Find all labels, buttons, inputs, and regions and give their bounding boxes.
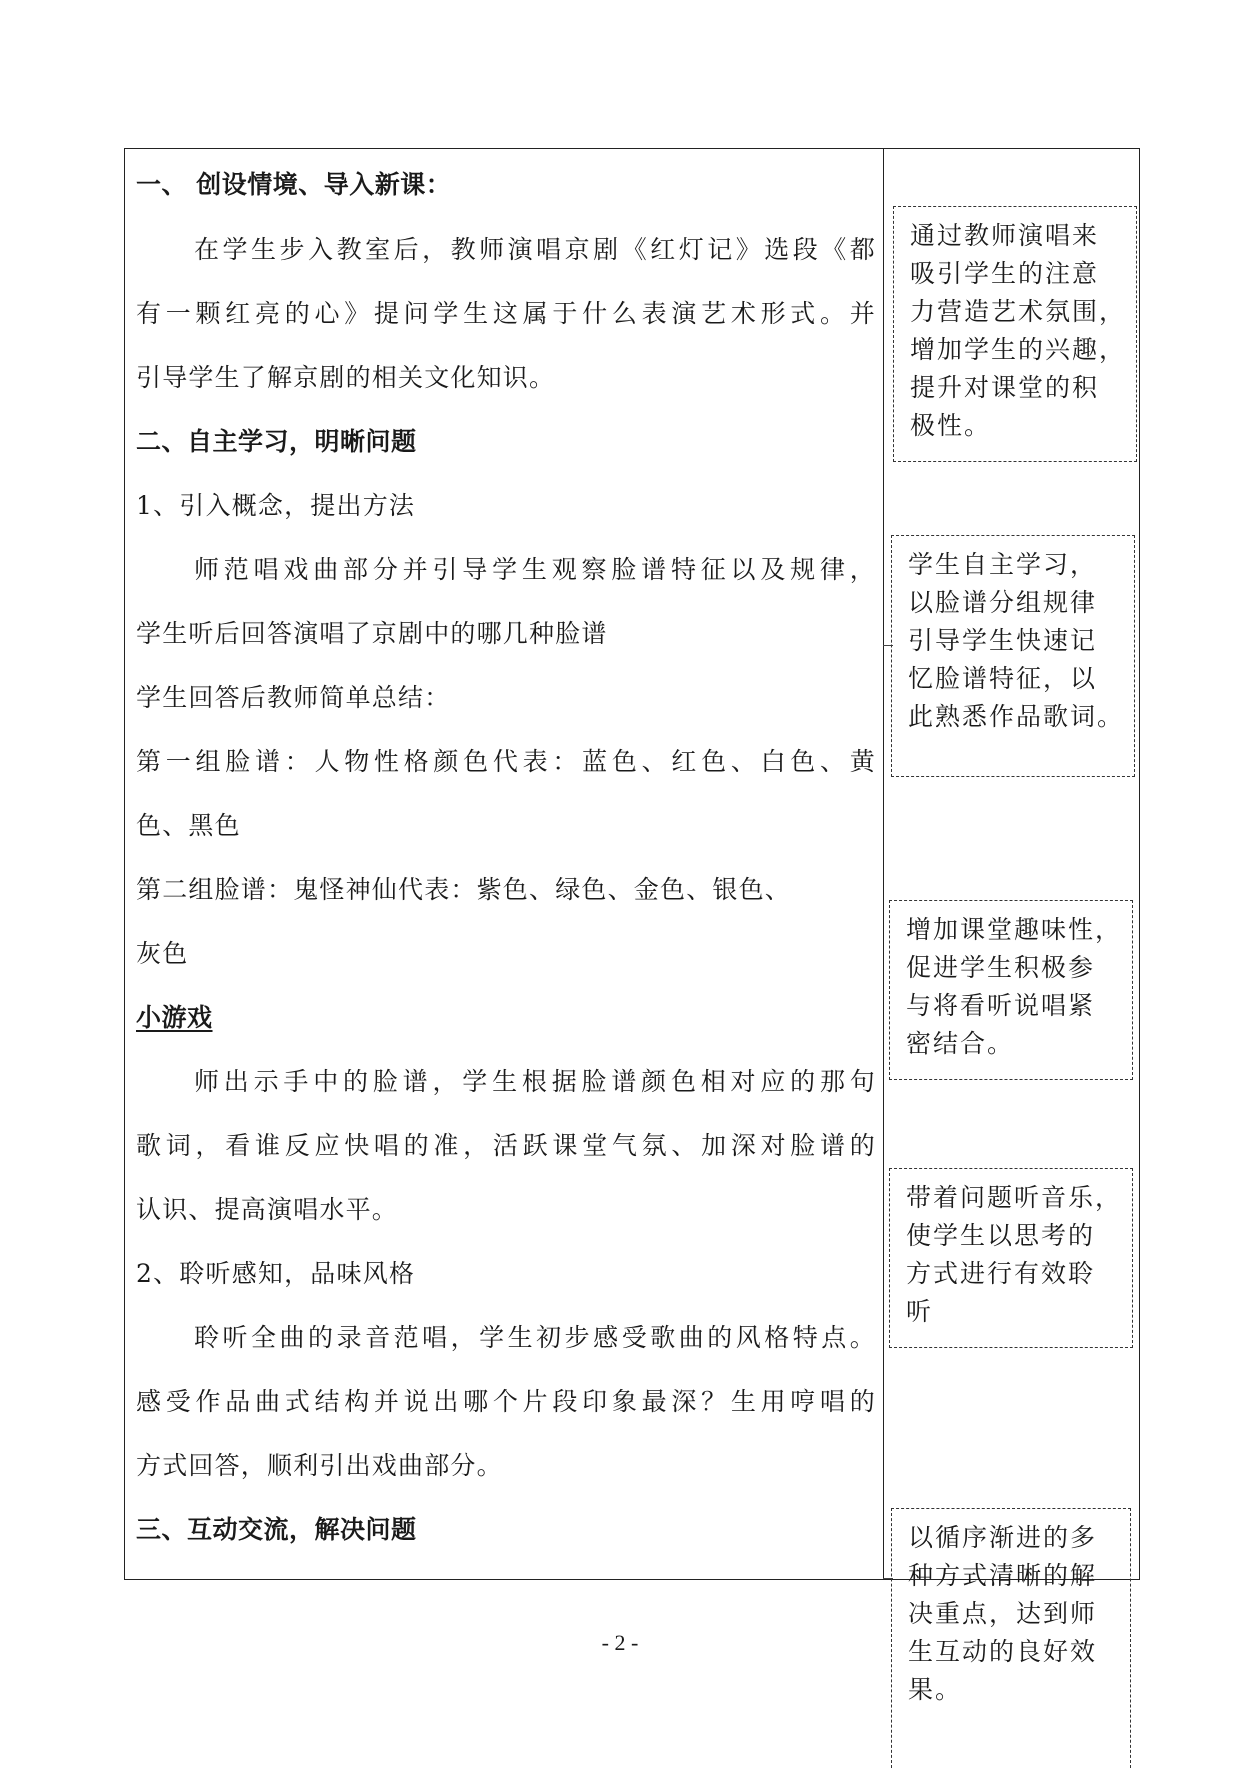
body-text-line: 灰色	[136, 939, 189, 968]
note-line: 忆脸谱特征，以	[908, 664, 1098, 693]
margin-note	[889, 900, 1133, 1080]
note-line: 决重点，达到师	[908, 1599, 1098, 1628]
section-heading: 二、自主学习，明晰问题	[136, 427, 417, 456]
note-line: 与将看听说唱紧	[906, 991, 1096, 1020]
body-text-line: 在学生步入教室后，教师演唱京剧《红灯记》选段《都	[194, 235, 876, 264]
body-text-line: 第二组脸谱：鬼怪神仙代表：紫色、绿色、金色、银色、	[136, 875, 792, 904]
note-line: 听	[906, 1297, 934, 1326]
note-line: 促进学生积极参	[906, 953, 1096, 982]
margin-note	[891, 535, 1135, 777]
note-line: 增加课堂趣味性，	[906, 915, 1123, 944]
body-text-line: 方式回答，顺利引出戏曲部分。	[136, 1451, 503, 1480]
body-text-line: 1、引入概念，提出方法	[136, 491, 416, 520]
note-line: 吸引学生的注意	[910, 259, 1100, 288]
note-line: 方式进行有效聆	[906, 1259, 1096, 1288]
note-line: 提升对课堂的积	[910, 373, 1100, 402]
body-text-line: 有一颗红亮的心》提问学生这属于什么表演艺术形式。并	[136, 299, 876, 328]
section-heading: 三、互动交流，解决问题	[136, 1515, 417, 1544]
note-line: 以循序渐进的多	[908, 1523, 1098, 1552]
note-line: 此熟悉作品歌词。	[908, 702, 1125, 731]
page-number: - 2 -	[601, 1630, 639, 1655]
body-text-line: 歌词，看谁反应快唱的准，活跃课堂气氛、加深对脸谱的	[136, 1131, 876, 1160]
note-line: 增加学生的兴趣，	[910, 335, 1127, 364]
note-line: 生互动的良好效	[908, 1637, 1098, 1666]
body-text-line: 师范唱戏曲部分并引导学生观察脸谱特征以及规律，	[194, 555, 876, 584]
body-text-line: 色、黑色	[136, 811, 241, 840]
note-line: 果。	[908, 1675, 963, 1704]
note-line: 使学生以思考的	[906, 1221, 1096, 1250]
note-line: 力营造艺术氛围，	[910, 297, 1127, 326]
note-line: 带着问题听音乐，	[906, 1183, 1123, 1212]
body-text-line: 引导学生了解京剧的相关文化知识。	[136, 363, 556, 392]
body-text-line: 学生回答后教师简单总结：	[136, 683, 451, 712]
note-line: 通过教师演唱来	[910, 221, 1100, 250]
note-line: 种方式清晰的解	[908, 1561, 1098, 1590]
column-divider	[883, 148, 884, 1580]
underlined-title: 小游戏	[136, 1003, 213, 1032]
note-line: 学生自主学习，	[908, 550, 1098, 579]
note-line: 引导学生快速记	[908, 626, 1098, 655]
note-line: 以脸谱分组规律	[908, 588, 1098, 617]
note-line: 密结合。	[906, 1029, 1015, 1058]
body-text-line: 认识、提高演唱水平。	[136, 1195, 399, 1224]
section-heading: 一、 创设情境、导入新课：	[136, 170, 452, 199]
margin-note	[893, 206, 1137, 462]
body-text-line: 感受作品曲式结构并说出哪个片段印象最深？生用哼唱的	[136, 1387, 876, 1416]
body-text-line: 聆听全曲的录音范唱，学生初步感受歌曲的风格特点。	[194, 1323, 876, 1352]
body-text-line: 2、聆听感知，品味风格	[136, 1259, 416, 1288]
body-text-line: 学生听后回答演唱了京剧中的哪几种脸谱	[136, 619, 608, 648]
margin-note	[891, 1508, 1131, 1768]
body-text-line: 师出示手中的脸谱，学生根据脸谱颜色相对应的那句	[194, 1067, 876, 1096]
margin-note	[889, 1168, 1133, 1348]
section-heading	[136, 1001, 876, 1035]
note-line: 极性。	[910, 411, 992, 440]
body-text-line: 第一组脸谱：人物性格颜色代表：蓝色、红色、白色、黄	[136, 747, 876, 776]
